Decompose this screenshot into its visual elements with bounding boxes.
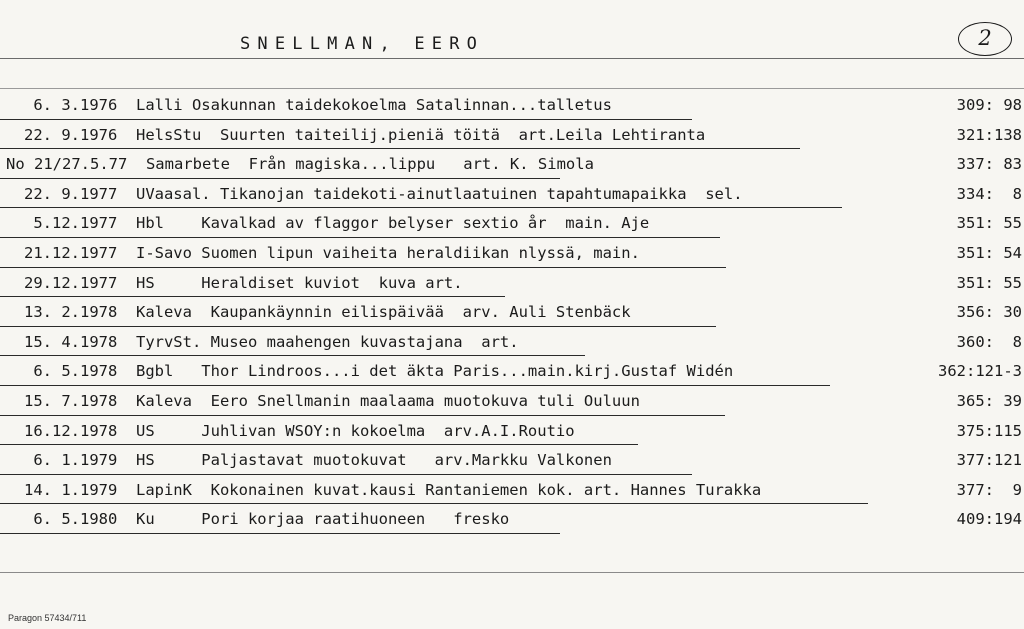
- entry-row: [0, 120, 1024, 150]
- entry-row: [0, 386, 1024, 416]
- entry-reference: 365: 39: [956, 391, 1022, 410]
- entry-row: [0, 238, 1024, 268]
- entry-row: [0, 268, 1024, 298]
- entry-reference: 337: 83: [956, 155, 1022, 174]
- entry-text: 29.12.1977 HS Heraldiset kuviot kuva art.: [24, 273, 463, 292]
- entry-reference: 351: 55: [956, 273, 1022, 292]
- entry-row: [0, 356, 1024, 386]
- entry-row: [0, 179, 1024, 209]
- entry-text: 5.12.1977 Hbl Kavalkad av flaggor belyser sextio år main. Aje: [24, 214, 650, 233]
- entry-reference: 409:194: [956, 510, 1022, 529]
- entry-row: [0, 475, 1024, 505]
- entry-text: 6. 5.1978 Bgbl Thor Lindroos...i det äkta Paris...main.kirj.Gustaf Widén: [24, 362, 734, 381]
- entry-reference: 377:121: [956, 451, 1022, 470]
- header-rule: [0, 58, 1024, 59]
- entry-list: [0, 90, 1024, 534]
- entry-text: 21.12.1977 I-Savo Suomen lipun vaiheita heraldiikan nlyssä, main.: [24, 243, 640, 262]
- entry-text: 22. 9.1977 UVaasal. Tikanojan taidekoti-ainutlaatuinen tapahtumapaikka sel.: [24, 184, 743, 203]
- handwritten-page-number: 2: [958, 22, 1012, 56]
- entry-reference: 351: 54: [956, 243, 1022, 262]
- entry-row: [0, 504, 1024, 534]
- entry-row: [0, 149, 1024, 179]
- entry-reference: 309: 98: [956, 96, 1022, 114]
- entry-reference: 334: 8: [956, 184, 1022, 203]
- entry-reference: 351: 55: [956, 214, 1022, 233]
- entry-row: [0, 445, 1024, 475]
- entry-text: 16.12.1978 US Juhlivan WSOY:n kokoelma arv.A.I.Routio: [24, 421, 575, 440]
- card-title: SNELLMAN, EERO: [240, 34, 485, 54]
- entry-text: 6. 5.1980 Ku Pori korjaa raatihuoneen fresko: [24, 510, 510, 529]
- entry-reference: 360: 8: [956, 332, 1022, 351]
- entry-text: 6. 3.1976 Lalli Osakunnan taidekokoelma Satalinnan...talletus: [24, 96, 612, 114]
- entry-reference: 362:121-3: [938, 362, 1022, 381]
- header-rule-secondary: [0, 88, 1024, 89]
- entry-reference: 375:115: [956, 421, 1022, 440]
- entry-row: [0, 327, 1024, 357]
- entry-text: 6. 1.1979 HS Paljastavat muotokuvat arv.Markku Valkonen: [24, 451, 612, 470]
- entry-text: 22. 9.1976 HelsStu Suurten taiteilij.pieniä töitä art.Leila Lehtiranta: [24, 125, 706, 144]
- entry-reference: 321:138: [956, 125, 1022, 144]
- entry-text: 14. 1.1979 LapinK Kokonainen kuvat.kausi Rantaniemen kok. art. Hannes Turakka: [24, 480, 762, 499]
- entry-reference: 377: 9: [956, 480, 1022, 499]
- entry-row: [0, 208, 1024, 238]
- entry-row: [0, 297, 1024, 327]
- entry-text: 13. 2.1978 Kaleva Kaupankäynnin eilispäivää arv. Auli Stenbäck: [24, 303, 631, 322]
- entry-row: [0, 416, 1024, 446]
- entry-text: 15. 7.1978 Kaleva Eero Snellmanin maalaama muotokuva tuli Ouluun: [24, 391, 640, 410]
- entry-text: No 21/27.5.77 Samarbete Från magiska...lippu art. K. Simola: [6, 155, 594, 174]
- entry-underline: [0, 533, 560, 534]
- footer-print-code: Paragon 57434/711: [8, 613, 87, 623]
- footer-rule: [0, 572, 1024, 573]
- entry-reference: 356: 30: [956, 303, 1022, 322]
- entry-text: 15. 4.1978 TyrvSt. Museo maahengen kuvastajana art.: [24, 332, 519, 351]
- entry-row: [0, 90, 1024, 120]
